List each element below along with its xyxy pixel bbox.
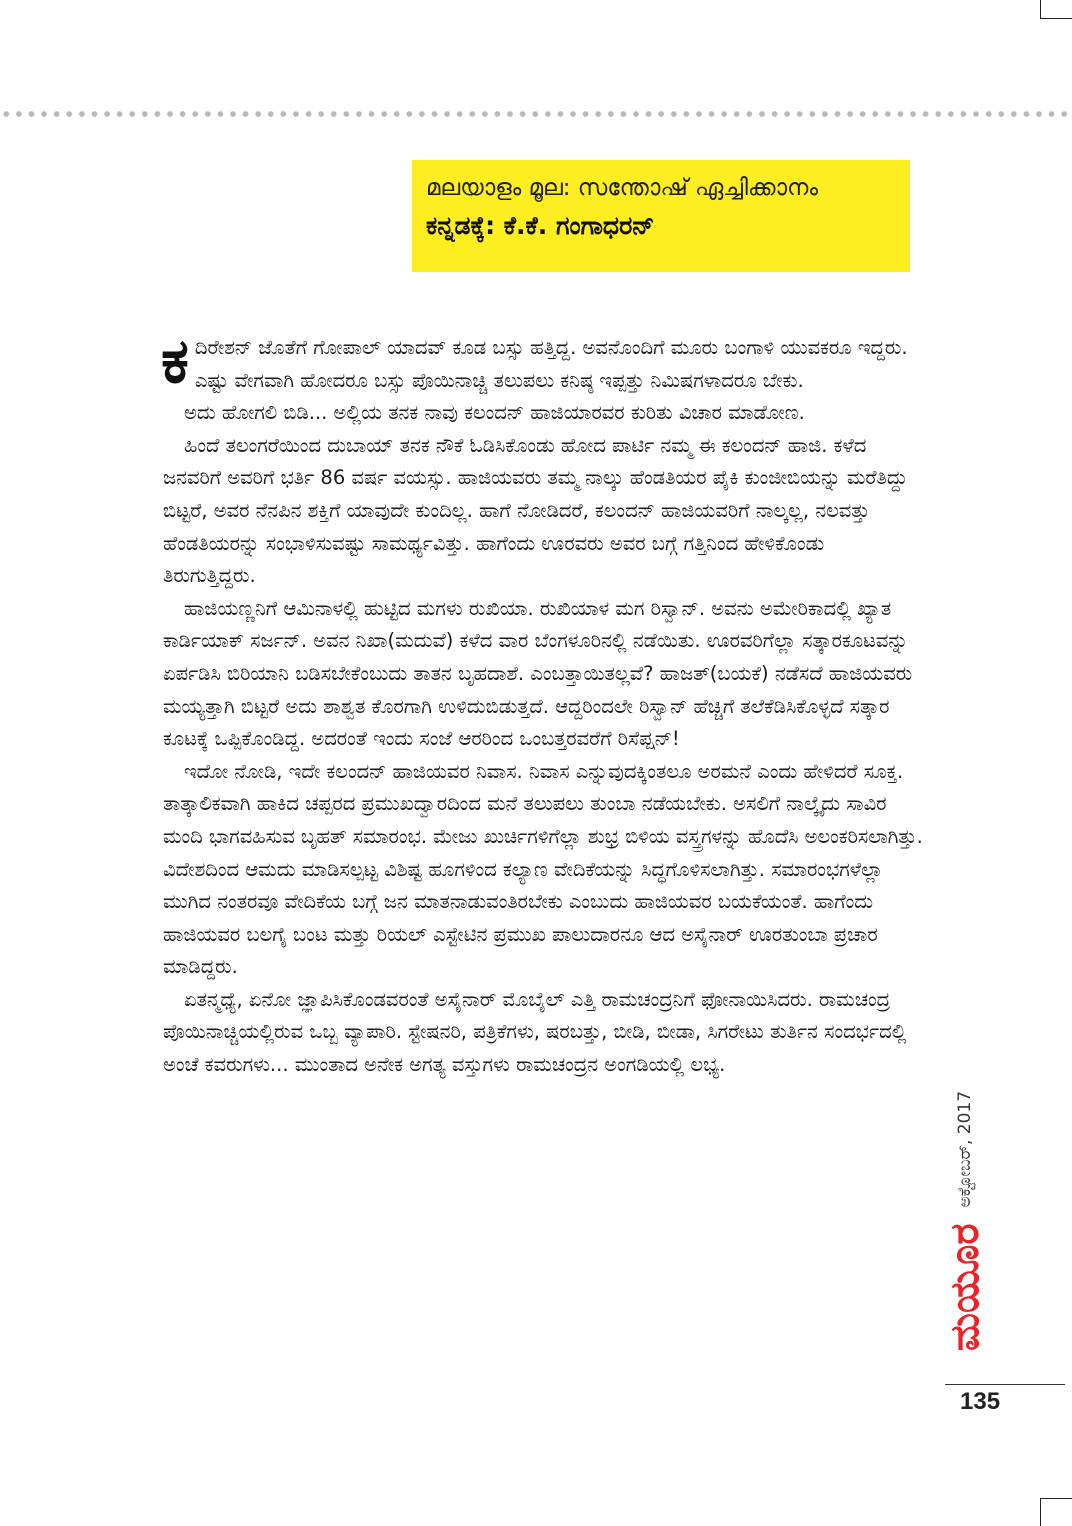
translator-credit: ಕನ್ನಡಕ್ಕೆ: ಕೆ.ಕೆ. ಗಂಗಾಧರನ್ [426,211,655,240]
article-paragraph: ಹಿಂದೆ ತಲಂಗರೆಯಿಂದ ದುಬಾಯ್ ತನಕ ನೌಕೆ ಓಡಿಸಿಕೊಂಡು ಹೋದ ಪಾರ್ಟಿ ನಮ್ಮ ಈ ಕಲಂದನ್ ಹಾಜಿ. ಕಳೆದ ಜನವರಿಗೆ ಅವರಿಗೆ ಭರ್ತಿ 86 ವರ್ಷ ವಯಸ್ಸು. ಹಾಜಿಯವರು ತಮ್ಮ ನಾಲ್ಕು ಹೆಂಡತಿಯರ ಪೈಕಿ ಕುಂಜೀಬಿಯನ್ನು ಮರೆತಿದ್ದು ಬಿಟ್ಟರೆ, ಅವರ ನೆನಪಿನ ಶಕ್ತಿಗೆ ಯಾವುದೇ ಕುಂದಿಲ್ಲ. ಹಾಗೆ ನೋಡಿದರೆ, ಕಲಂದನ್ ಹಾಜಿಯವರಿಗೆ ನಾಲ್ಕಲ್ಲ, ನಲವತ್ತು ಹೆಂಡತಿಯರನ್ನು ಸಂಭಾಳಿಸುವಷ್ಟು ಸಾಮರ್ಥ್ಯವಿತ್ತು. ಹಾಗೆಂದು ಊರವರು ಅವರ ಬಗ್ಗೆ ಗತ್ತಿನಿಂದ ಹೇಳಿಕೊಂಡು ತಿರುಗುತ್ತಿದ್ದರು. [163,433,908,588]
page-number-rule [945,1384,1065,1385]
article-paragraph: ಹಾಜಿಯಣ್ಣನಿಗೆ ಆಮಿನಾಳಲ್ಲಿ ಹುಟ್ಟಿದ ಮಗಳು ರುಖಿಯಾ. ರುಖಿಯಾಳ ಮಗ ರಿಸ್ವಾನ್. ಅವನು ಅಮೇರಿಕಾದಲ್ಲಿ ಖ್ಯಾತ ಕಾರ್ಡಿಯಾಕ್ ಸರ್ಜನ್. ಅವನ ನಿಖಾ(ಮದುವೆ) ಕಳೆದ ವಾರ ಬೆಂಗಳೂರಿನಲ್ಲಿ ನಡೆಯಿತು. ಊರವರಿಗೆಲ್ಲಾ ಸತ್ಕಾರಕೂಟವನ್ನು ಏರ್ಪಡಿಸಿ ಬಿರಿಯಾನಿ ಬಡಿಸಬೇಕೆಂಬುದು ತಾತನ ಬೃಹದಾಶೆ. ಎಂಬತ್ತಾಯಿತಲ್ಲವೆ? ಹಾಜತ್(ಬಯಕೆ) ನಡೆಸದೆ ಹಾಜಿಯವರು ಮಯ್ಯತ್ತಾಗಿ ಬಿಟ್ಟರೆ ಅದು ಶಾಶ್ವತ ಕೊರಗಾಗಿ ಉಳಿದುಬಿಡುತ್ತದೆ. ಆದ್ದರಿಂದಲೇ ರಿಸ್ವಾನ್ ಹೆಚ್ಚಿಗೆ ತಲೆಕೆಡಿಸಿಕೊಳ್ಳದೆ ಸತ್ಕಾರ ಕೂಟಕ್ಕೆ ಒಪ್ಪಿಕೊಂಡಿದ್ದ. ಅದರಂತೆ ಇಂದು ಸಂಜೆ ಆರರಿಂದ ಒಂಬತ್ತರವರೆಗೆ ರಿಸೆಪ್ಷನ್! [163,596,913,751]
issue-date: ಅಕ್ಟೋಬರ್, 2017 [955,1090,975,1208]
crop-mark-top-right [1040,0,1072,19]
translation-credit-box [412,160,910,272]
article-paragraph: ಏತನ್ಮಧ್ಯೆ, ಏನೋ ಜ್ಞಾಪಿಸಿಕೊಂಡವರಂತೆ ಅಸೈನಾರ್ ಮೊಬೈಲ್ ಎತ್ತಿ ರಾಮಚಂದ್ರನಿಗೆ ಫೋನಾಯಿಸಿದರು. ರಾಮಚಂದ್ರ ಪೊಯಿನಾಚ್ಚಿಯಲ್ಲಿರುವ ಒಬ್ಬ ವ್ಯಾಪಾರಿ. ಸ್ಟೇಷನರಿ, ಪತ್ರಿಕೆಗಳು, ಷರಬತ್ತು, ಬೀಡಿ, ಬೀಡಾ, ಸಿಗರೇಟು ತುರ್ತಿನ ಸಂದರ್ಭದಲ್ಲಿ ಅಂಚೆ ಕವರುಗಳು... ಮುಂತಾದ ಅನೇಕ ಅಗತ್ಯ ವಸ್ತುಗಳು ರಾಮಚಂದ್ರನ ಅಂಗಡಿಯಲ್ಲಿ ಲಭ್ಯ. [163,987,907,1077]
magazine-sidebar [930,1062,1000,1380]
original-author-credit: മലയാളം മൂല: സന്തോഷ് ഏച്ചിക്കാനം [426,175,819,201]
article-body [161,324,923,1082]
drop-cap: ಕ [161,324,189,397]
article-paragraph: ಕದಿರೇಶನ್ ಜೊತೆಗೆ ಗೋಪಾಲ್ ಯಾದವ್ ಕೂಡ ಬಸ್ಸು ಹತ್ತಿದ್ದ. ಅವನೊಂದಿಗೆ ಮೂರು ಬಂಗಾಳಿ ಯುವಕರೂ ಇದ್ದರು. ಎಷ್ಟು ವೇಗವಾಗಿ ಹೋದರೂ ಬಸ್ಸು ಪೊಯಿನಾಚ್ಚಿ ತಲುಪಲು ಕನಿಷ್ಠ ಇಪ್ಪತ್ತು ನಿಮಿಷಗಳಾದರೂ ಬೇಕು. [161,324,908,397]
magazine-name: ಮಯೂರ [942,1223,988,1352]
article-paragraph: ಇದೋ ನೋಡಿ, ಇದೇ ಕಲಂದನ್ ಹಾಜಿಯವರ ನಿವಾಸ. ನಿವಾಸ ಎನ್ನುವುದಕ್ಕಿಂತಲೂ ಅರಮನೆ ಎಂದು ಹೇಳಿದರೆ ಸೂಕ್ತ. ತಾತ್ಕಾಲಿಕವಾಗಿ ಹಾಕಿದ ಚಪ್ಪರದ ಪ್ರಮುಖದ್ವಾರದಿಂದ ಮನೆ ತಲುಪಲು ತುಂಬಾ ನಡೆಯಬೇಕು. ಅಸಲಿಗೆ ನಾಲ್ಕೈದು ಸಾವಿರ ಮಂದಿ ಭಾಗವಹಿಸುವ ಬೃಹತ್ ಸಮಾರಂಭ. ಮೇಜು ಖುರ್ಚಿಗಳಿಗೆಲ್ಲಾ ಶುಭ್ರ ಬಿಳಿಯ ವಸ್ತ್ರಗಳನ್ನು ಹೊದೆಸಿ ಅಲಂಕರಿಸಲಾಗಿತ್ತು. ವಿದೇಶದಿಂದ ಆಮದು ಮಾಡಿಸಲ್ಪಟ್ಟ ವಿಶಿಷ್ಟ ಹೂಗಳಿಂದ ಕಲ್ಯಾಣ ವೇದಿಕೆಯನ್ನು ಸಿದ್ಧಗೊಳಿಸಲಾಗಿತ್ತು. ಸಮಾರಂಭಗಳೆಲ್ಲಾ ಮುಗಿದ ನಂತರವೂ ವೇದಿಕೆಯ ಬಗ್ಗೆ ಜನ ಮಾತನಾಡುವಂತಿರಬೇಕು ಎಂಬುದು ಹಾಜಿಯವರ ಬಯಕೆಯಂತೆ. ಹಾಗೆಂದು ಹಾಜಿಯವರ ಬಲಗೈ ಬಂಟ ಮತ್ತು ರಿಯಲ್ ಎಸ್ಟೇಟಿನ ಪ್ರಮುಖ ಪಾಲುದಾರನೂ ಆದ ಅಸೈನಾರ್ ಊರತುಂಬಾ ಪ್ರಚಾರ ಮಾಡಿದ್ದರು. [163,759,923,979]
crop-mark-bottom-right [1040,1498,1072,1526]
page-number: 135 [960,1388,1001,1415]
article-paragraph: ಅದು ಹೋಗಲಿ ಬಿಡಿ... ಅಲ್ಲಿಯ ತನಕ ನಾವು ಕಲಂದನ್ ಹಾಜಿಯಾರವರ ಕುರಿತು ವಿಚಾರ ಮಾಡೋಣ. [184,401,805,425]
dotted-separator [0,110,1072,118]
